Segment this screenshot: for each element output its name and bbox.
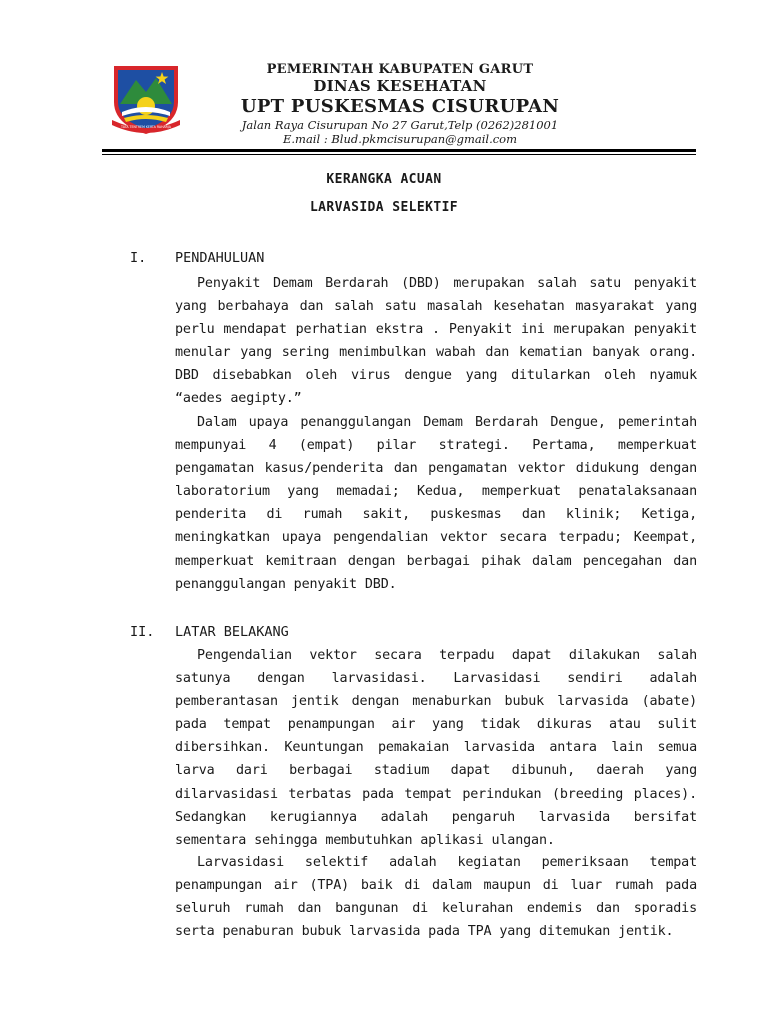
institution-address: Jalan Raya Cisurupan No 27 Garut,Telp (0262)281001 — [241, 118, 559, 132]
paragraph: Penyakit Demam Berdarah (DBD) merupakan salah satu penyakit yang berbahaya dan salah satu masalah kesehatan masyarakat yang perlu mendapat perhatian ekstra . Penyakit ini merupakan penyakit menular yang sering menimbulkan wabah dan kematian banyak orang. DBD disebabkan oleh virus dengue yang ditularkan oleh nyamuk “aedes aegipty.” — [175, 276, 697, 407]
letterhead-divider-thin — [102, 154, 696, 155]
section-number: I. — [130, 250, 147, 266]
section-heading-latar-belakang: LATAR BELAKANG — [175, 624, 289, 640]
paragraph: Larvasidasi selektif adalah kegiatan pemeriksaan tempat penampungan air (TPA) baik di dalam maupun di luar rumah pada seluruh rumah dan bangunan di kelurahan endemis dan sporadis serta penaburan bubuk larvasida pada TPA yang ditemukan jentik. — [175, 855, 697, 940]
paragraph: Dalam upaya penanggulangan Demam Berdarah Dengue, pemerintah mempunyai 4 (empat) pilar strategi. Pertama, memperkuat pengamatan kasus/penderita dan pengamatan vektor didukung dengan laboratorium yang memadai; Kedua, memperkuat penatalaksanaan penderita di rumah sakit, puskesmas dan klinik; Ketiga, meningkatkan upaya pengendalian vektor secara terpadu; Keempat, memperkuat kemitraan dengan berbagai pihak dalam pencegahan dan penanggulangan penyakit DBD. — [175, 415, 697, 592]
section-number: II. — [130, 624, 155, 640]
letterhead — [200, 62, 600, 146]
government-name: PEMERINTAH KABUPATEN GARUT — [266, 62, 534, 77]
garut-regency-crest-icon — [110, 58, 182, 138]
section-heading-pendahuluan: PENDAHULUAN — [175, 250, 265, 266]
institution-name: UPT PUSKESMAS CISURUPAN — [240, 96, 560, 117]
document-subtitle: LARVASIDA SELEKTIF — [309, 200, 459, 215]
crest-motto: TATA TENTREM KERTA RAHARJA — [121, 125, 171, 129]
paragraph: Pengendalian vektor secara terpadu dapat dilakukan salah satunya dengan larvasidasi. Larvasidasi sendiri adalah pemberantasan jentik dengan menaburkan bubuk larvasida (abate) pada tempat penampungan air yang tidak dikuras atau sulit dibersihkan. Keuntungan pemakaian larvasida antara lain semua larva dari berbagai stadium dapat dibunuh, daerah yang dilarvasidasi terbatas pada tempat perindukan (breeding places). Sedangkan kerugiannya adalah pengaruh larvasida bersifat sementara sehingga membutuhkan aplikasi ulangan. — [175, 648, 697, 848]
department-name: DINAS KESEHATAN — [313, 77, 487, 95]
institution-email: E.mail : Blud.pkmcisurupan@gmail.com — [283, 132, 517, 146]
document-title: KERANGKA ACUAN — [326, 172, 442, 187]
letterhead-divider-thick — [102, 149, 696, 152]
